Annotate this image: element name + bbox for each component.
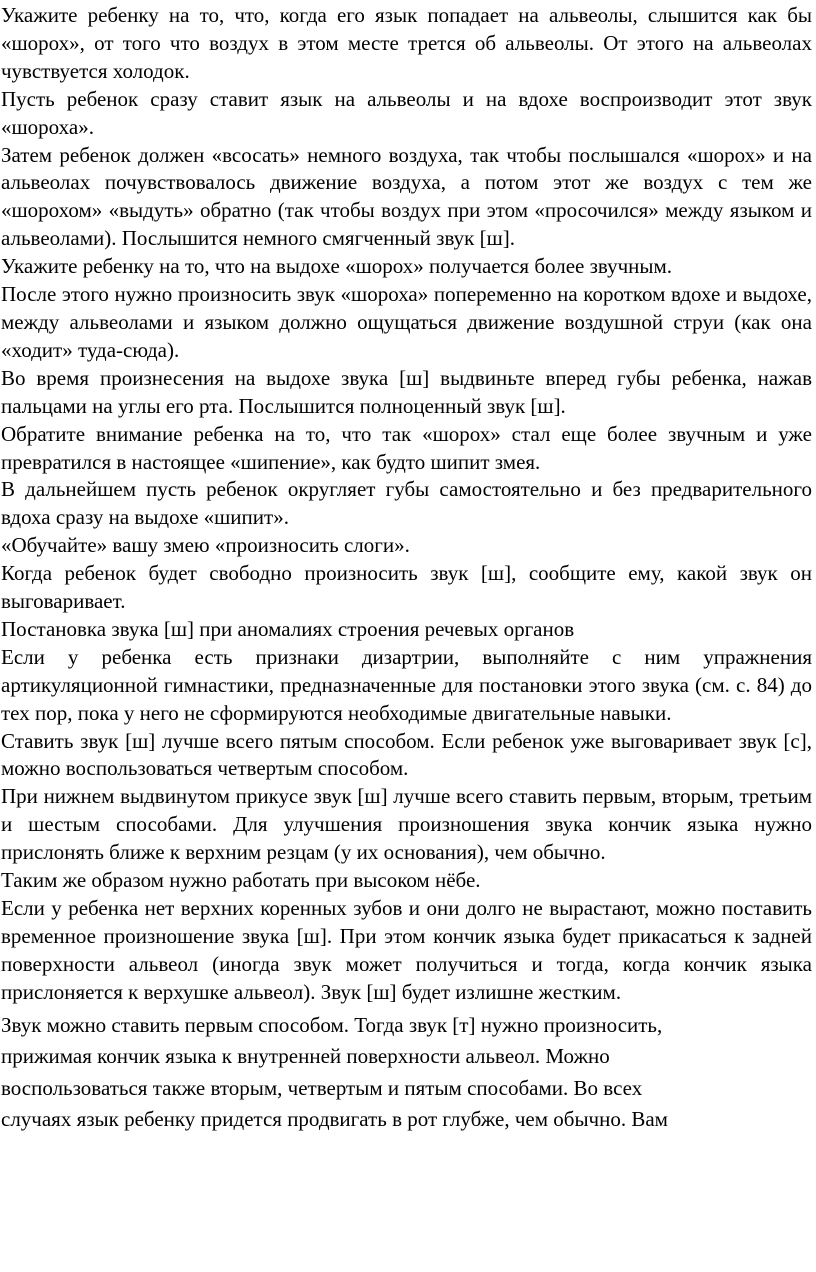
paragraph-10: Когда ребенок будет свободно произносить звук [ш], сообщите ему, какой звук он выговаривает. <box>1 561 812 614</box>
paragraph-6: Во время произнесения на выдохе звука [ш] выдвиньте вперед губы ребенка, нажав пальцами на углы его рта. Послышится полноценный звук [ш]. <box>1 365 812 418</box>
paragraph-3: Затем ребенок должен «всосать» немного воздуха, так чтобы послышался «шорох» и на альвеолах почувствовалось движение воздуха, а потом этот же воздух с тем же «шорохом» «выдуть» обратно (так чтобы воздух при этом «просочился» между языком и альвеолами). Послышится немного смягченный звук [ш]. <box>1 142 812 251</box>
paragraph-14: При нижнем выдвинутом прикусе звук [ш] лучше всего ставить первым, вторым, третьим и шестым способами. Для улучшения произношения звука кончик языка нужно прислонять ближе к верхним резцам (у их основания), чем обычно. <box>1 784 812 865</box>
section-heading: Постановка звука [ш] при аномалиях строения речевых органов <box>1 616 575 641</box>
final-paragraph-line: воспользоваться также вторым, четвертым и пятым способами. Во всех <box>1 1075 643 1100</box>
paragraph-4: Укажите ребенку на то, что на выдохе «шорох» получается более звучным. <box>1 254 673 279</box>
paragraph-2: Пусть ребенок сразу ставит язык на альвеолы и на вдохе воспроизводит этот звук «шороха». <box>1 86 812 139</box>
paragraph-13: Ставить звук [ш] лучше всего пятым способом. Если ребенок уже выговаривает звук [с], можно воспользоваться четвертым способом. <box>1 728 812 781</box>
paragraph-7: Обратите внимание ребенка на то, что так «шорох» стал еще более звучным и уже превратился в настоящее «шипение», как будто шипит змея. <box>1 421 812 474</box>
paragraph-12: Если у ребенка есть признаки дизартрии, выполняйте с ним упражнения артикуляционной гимнастики, предназначенные для постановки этого звука (см. с. 84) до тех пор, пока у него не сформируются необходимые двигательные навыки. <box>1 644 812 725</box>
paragraph-5: После этого нужно произносить звук «шороха» попеременно на коротком вдохе и выдохе, между альвеолами и языком должно ощущаться движение воздушной струи (как она «ходит» туда-сюда). <box>1 282 812 362</box>
final-paragraph-line: случаях язык ребенку придется продвигать в рот глубже, чем обычно. Вам <box>1 1107 668 1132</box>
paragraph-9: «Обучайте» вашу змею «произносить слоги». <box>1 533 410 558</box>
paragraph-8: В дальнейшем пусть ребенок округляет губы самостоятельно и без предварительного вдоха сразу на выдохе «шипит». <box>1 477 812 530</box>
paragraph-15: Таким же образом нужно работать при высоком нёбе. <box>1 868 481 893</box>
final-paragraph-line: прижимая кончик языка к внутренней поверхности альвеол. Можно <box>1 1044 610 1069</box>
final-paragraph-line: Звук можно ставить первым способом. Тогда звук [т] нужно произносить, <box>1 1012 663 1037</box>
final-paragraph <box>1 1010 812 1136</box>
paragraph-1: Укажите ребенку на то, что, когда его язык попадает на альвеолы, слышится как бы «шорох», от того что воздух в этом месте трется об альвеолы. От этого на альвеолах чувствуется холодок. <box>1 3 812 83</box>
paragraph-16: Если у ребенка нет верхних коренных зубов и они долго не вырастают, можно поставить временное произношение звука [ш]. При этом кончик языка будет прикасаться к задней поверхности альвеол (иногда звук может получиться и тогда, когда кончик языка прислоняется к верхушке альвеол). Звук [ш] будет излишне жестким. <box>1 896 812 1004</box>
